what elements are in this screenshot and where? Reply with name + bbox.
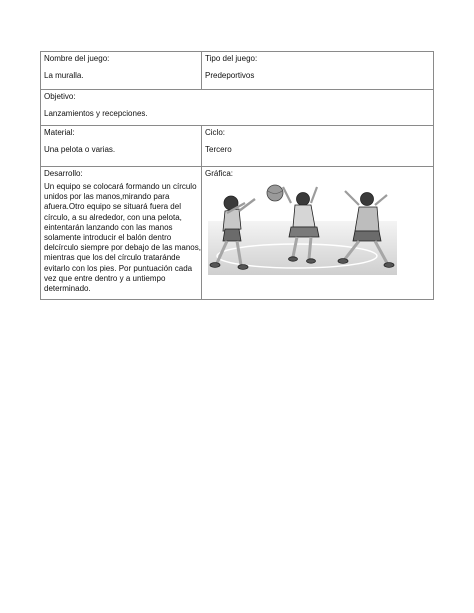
cell-objetivo <box>41 90 434 126</box>
nombre-value: La muralla. <box>44 71 84 80</box>
children-playing-ball-illustration <box>205 183 400 275</box>
cell-ciclo <box>202 126 434 167</box>
tipo-label: Tipo del juego: <box>205 54 258 63</box>
game-card-table <box>40 51 434 300</box>
grafica-label: Gráfica: <box>205 169 234 178</box>
desarrollo-label: Desarrollo: <box>44 169 83 178</box>
desarrollo-text: Un equipo se colocará formando un círculo unidos por las manos,mirando para afuera.Otro equipo se situará fuera del círculo, a su alrededor, con una pelota, eintentarán lanzando con las manos solamente introducir el balón dentro delcírculo siempre por debajo de las manos, mientras que los del círculo trataránde evitarlo con los pies. Por puntuación cada vez que entre dentro y a untiempo determinado. <box>44 182 201 294</box>
objetivo-label: Objetivo: <box>44 92 76 101</box>
objetivo-value: Lanzamientos y recepciones. <box>44 109 148 118</box>
row-material-ciclo <box>41 126 434 167</box>
cell-desarrollo <box>41 167 202 300</box>
material-value: Una pelota o varias. <box>44 145 116 154</box>
cell-material <box>41 126 202 167</box>
row-desarrollo-grafica <box>41 167 434 300</box>
tipo-value: Predeportivos <box>205 71 255 80</box>
nombre-label: Nombre del juego: <box>44 54 110 63</box>
game-card <box>40 51 433 300</box>
row-name-type <box>41 52 434 90</box>
material-label: Material: <box>44 128 75 137</box>
row-objetivo <box>41 90 434 126</box>
ciclo-label: Ciclo: <box>205 128 226 137</box>
cell-tipo <box>202 52 434 90</box>
cell-grafica <box>202 167 434 300</box>
cell-nombre <box>41 52 202 90</box>
ciclo-value: Tercero <box>205 145 232 154</box>
